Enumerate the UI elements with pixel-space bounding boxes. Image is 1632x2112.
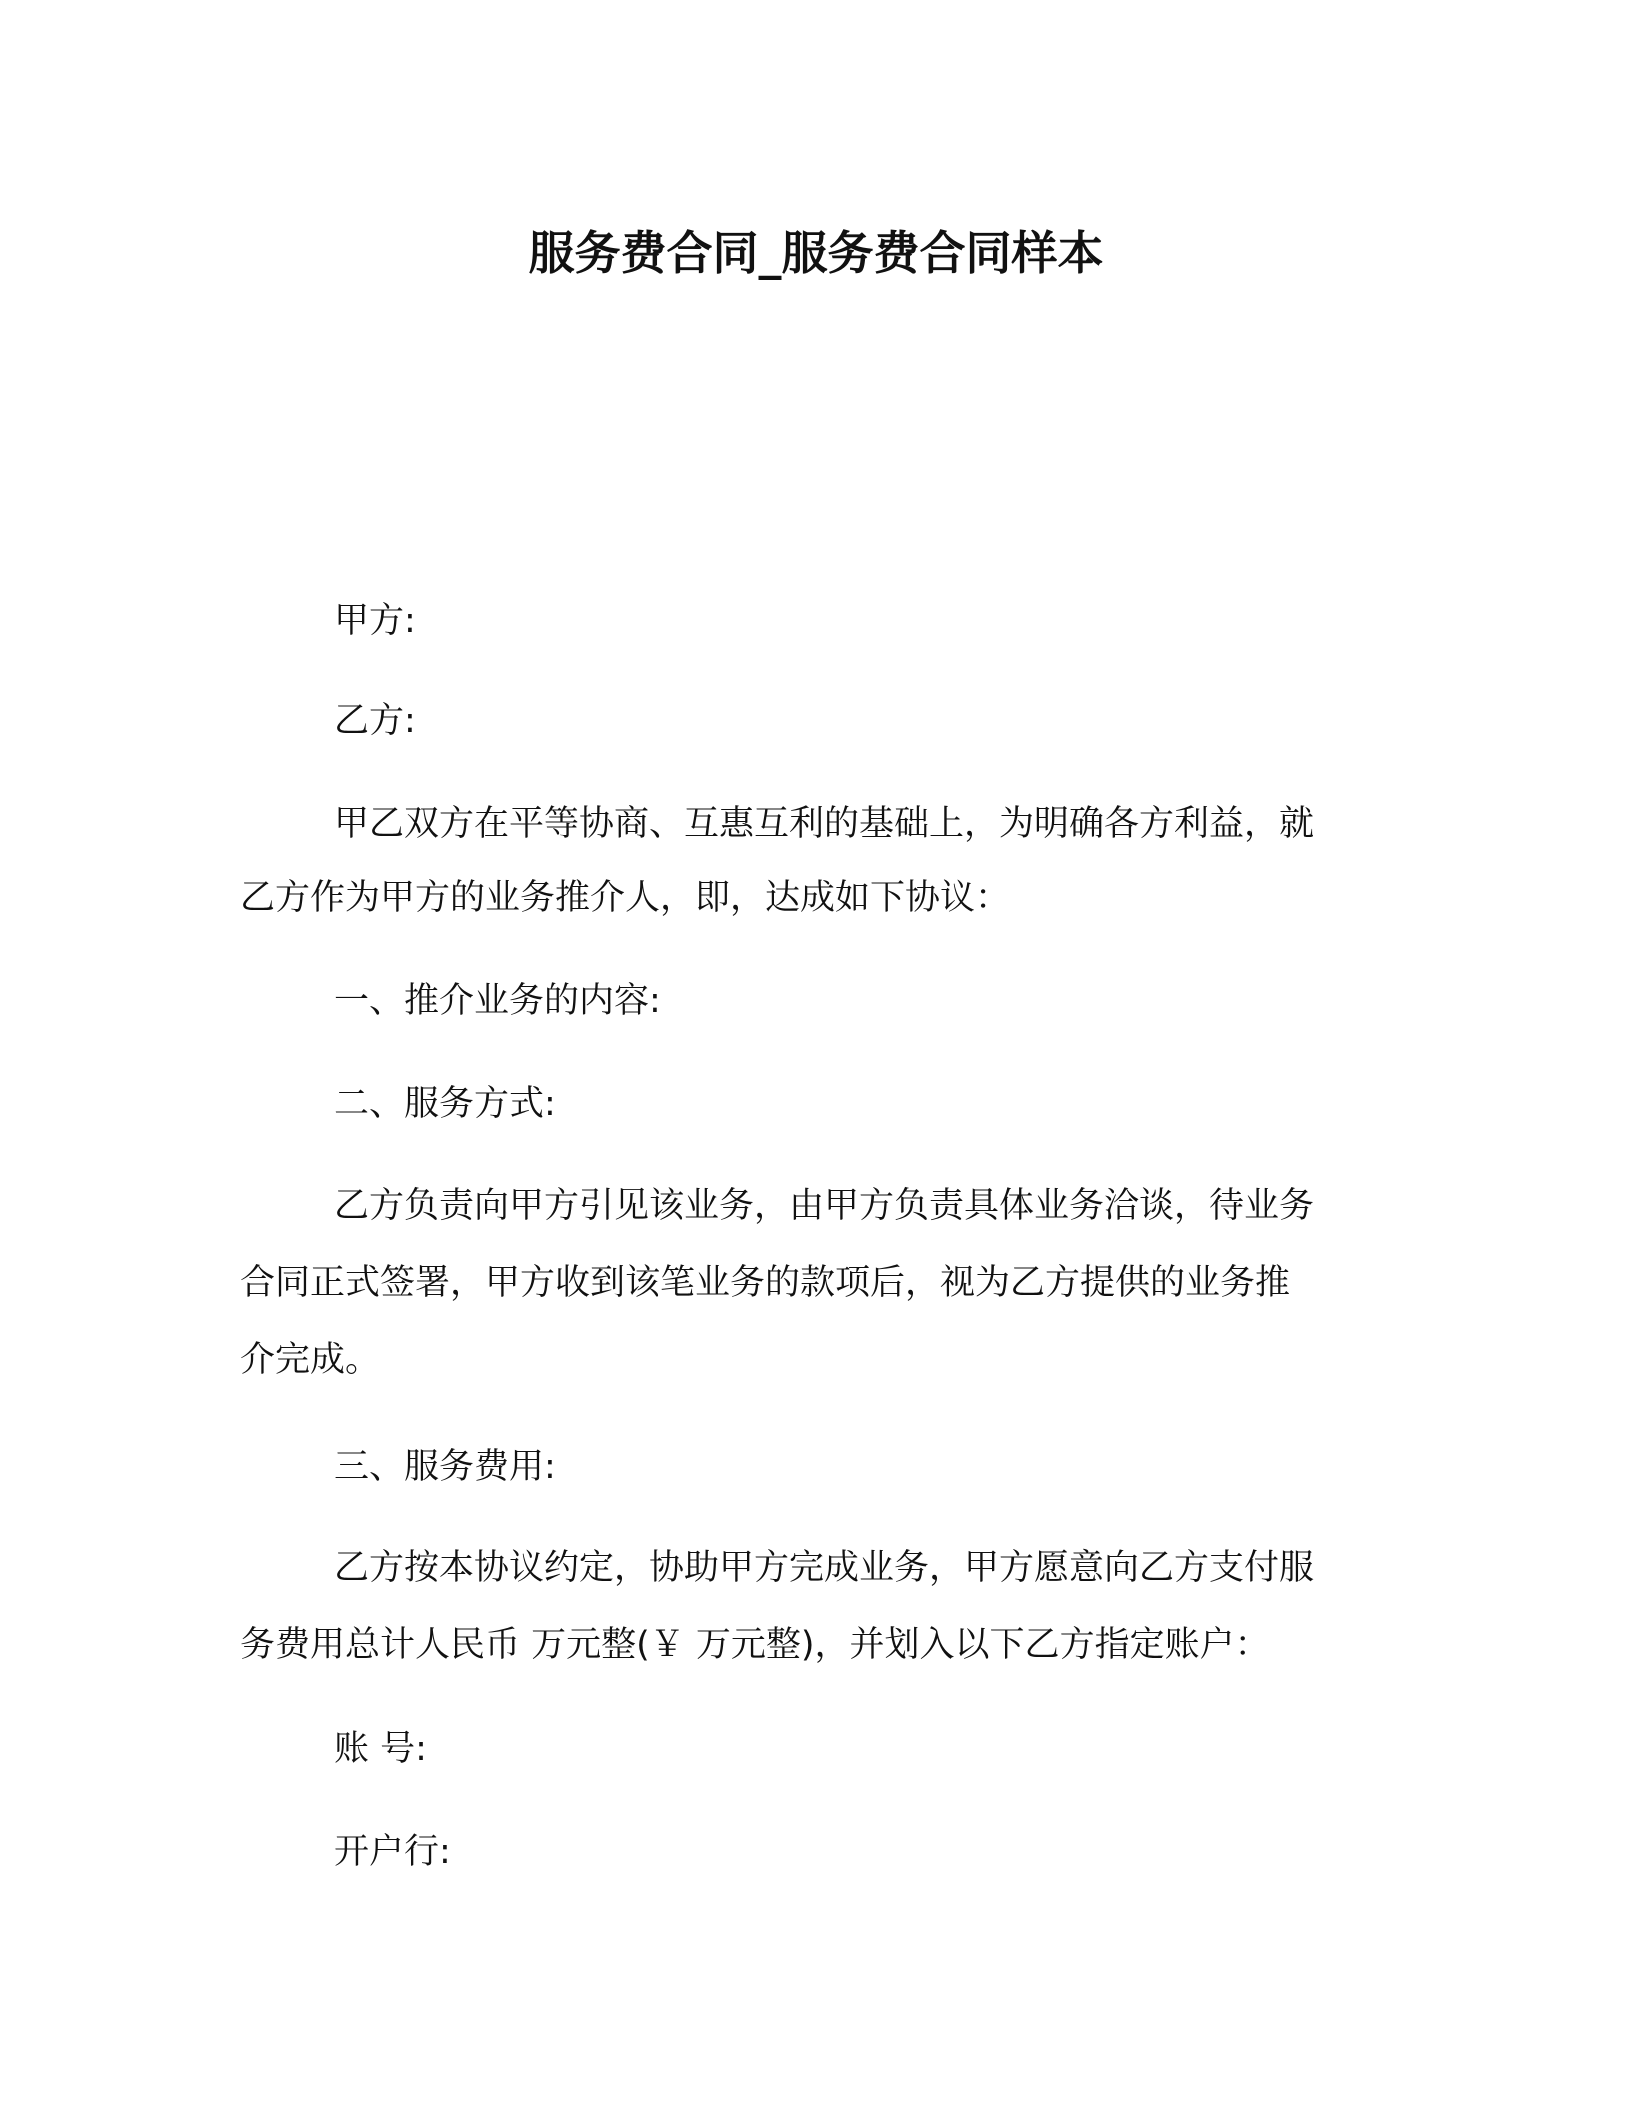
section-2-paragraph-line-3: 介完成。 [240,1340,381,1380]
document-title: 服务费合同_服务费合同样本 [528,226,1104,280]
party-a-label: 甲方: [334,601,416,641]
party-b-label: 乙方: [334,701,416,741]
section-3-paragraph-line-1: 乙方按本协议约定，协助甲方完成业务，甲方愿意向乙方支付服 [334,1548,1315,1588]
section-3-heading: 三、服务费用: [334,1447,556,1487]
section-2-paragraph-line-2: 合同正式签署，甲方收到该笔业务的款项后，视为乙方提供的业务推 [240,1263,1291,1303]
section-2-heading: 二、服务方式: [334,1084,556,1124]
account-number-label: 账 号: [334,1729,427,1769]
section-1-heading: 一、推介业务的内容: [334,981,661,1021]
intro-paragraph-line-1: 甲乙双方在平等协商、互惠互利的基础上，为明确各方利益，就 [334,804,1315,844]
intro-paragraph-line-2: 乙方作为甲方的业务推介人，即，达成如下协议： [240,878,1011,918]
section-2-paragraph-line-1: 乙方负责向甲方引见该业务，由甲方负责具体业务洽谈，待业务 [334,1186,1315,1226]
section-3-paragraph-line-2: 务费用总计人民币 万元整(￥ 万元整)，并划入以下乙方指定账户： [240,1625,1270,1665]
bank-name-label: 开户行: [334,1832,451,1872]
